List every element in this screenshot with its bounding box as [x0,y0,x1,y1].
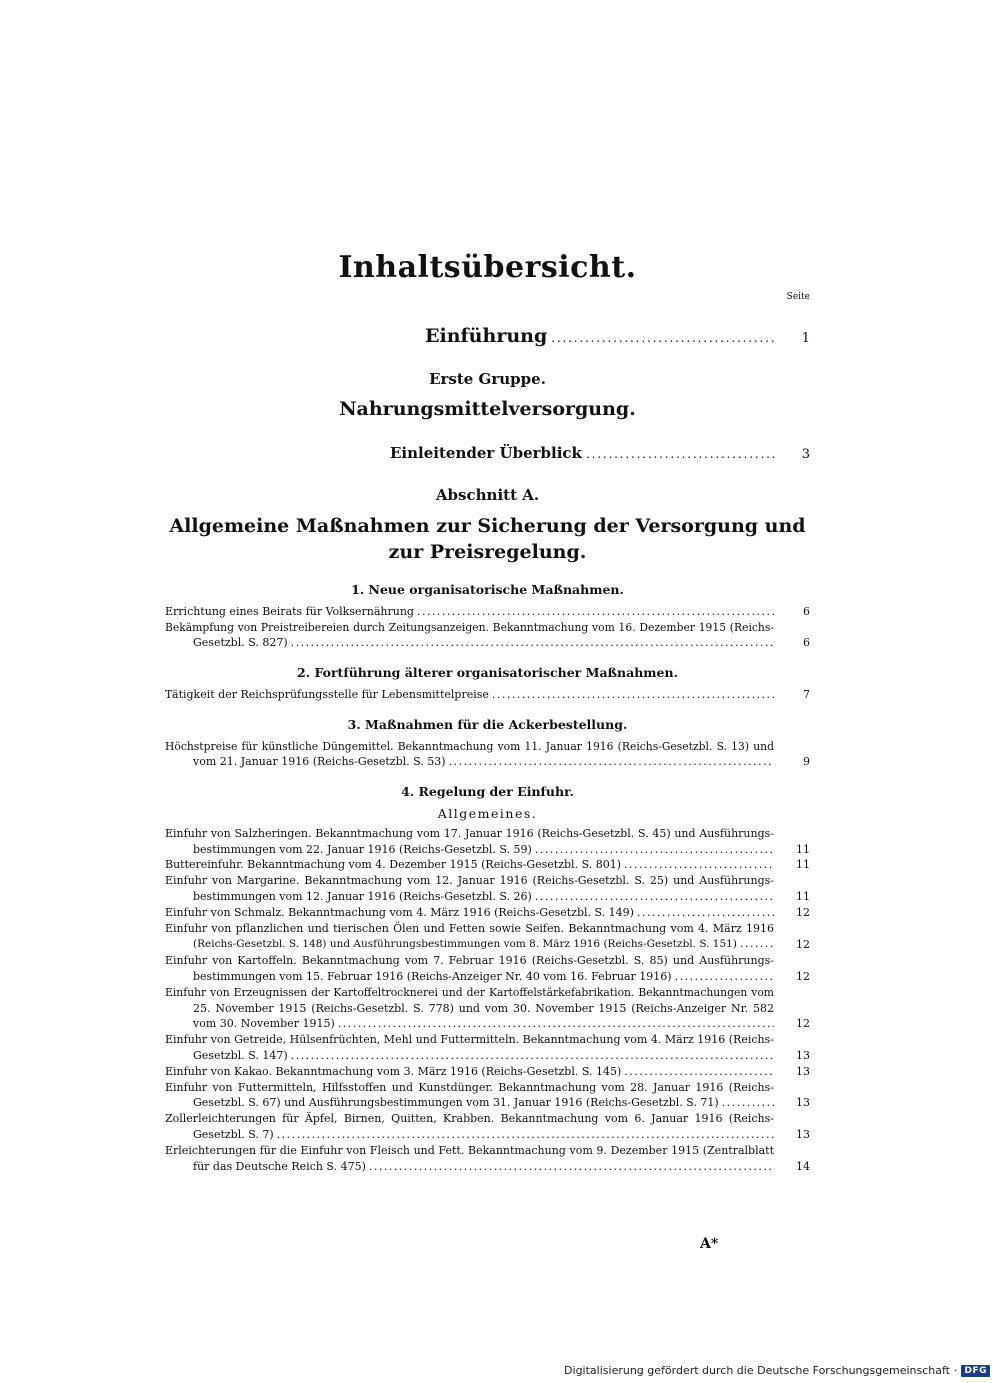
toc-entry [165,985,810,1032]
entry-line: Einfuhr von Kartoffeln. Bekanntmachung vom 7. Februar 1916 (Reichs-Gesetzbl. S. 85) und Ausführungs- [165,954,774,968]
entry-page-number: 11 [796,889,810,903]
entry-last-line [165,754,774,770]
toc-entry [165,826,810,858]
entry-last-line [165,635,774,651]
entry-text: Einfuhr von Schmalz. Bekanntmachung vom 4. März 1916 (Reichs-Gesetzbl. S. 149) [165,905,634,919]
toc-entry [165,1064,810,1080]
leader-dots [535,889,774,905]
entry-page-number: 14 [796,1159,810,1173]
footer-separator: · [953,1364,958,1377]
entry-page-number: 12 [796,969,810,983]
entry-last-line [165,1048,774,1064]
entry-line: Höchstpreise für künstliche Düngemittel. Bekanntmachung vom 11. Januar 1916 (Reichs-Gesetzbl. S. 13) und [165,739,774,753]
leader-dots [369,1159,774,1175]
leader-dots [675,969,774,985]
leader-dots [535,842,774,858]
entry-text: bestimmungen vom 12. Januar 1916 (Reichs-Gesetzbl. S. 26) [193,889,532,903]
toc-entry [165,1111,810,1143]
footer-text: Digitalisierung gefördert durch die Deutsche Forschungsgemeinschaft [564,1364,950,1377]
toc-entry [165,953,810,985]
leader-dots [624,857,774,873]
entry-text: Gesetzbl. S. 827) [193,636,288,650]
entry-page-number: 6 [803,604,810,618]
entry-page-number: 13 [796,1127,810,1141]
leader-dots [624,1064,774,1080]
entry-last-line [165,842,774,858]
section-heading: 4. Regelung der Einfuhr. [401,784,574,800]
leader-dots [449,754,774,770]
entry-line: 25. November 1915 (Reichs-Gesetzbl. S. 778) und vom 30. November 1915 (Reichs-Anzeiger Nr. 582 [193,1001,774,1015]
entry-last-line [165,1016,774,1032]
entry-page-number: 12 [796,1017,810,1031]
toc-entry [165,905,810,921]
entry-text: (Reichs-Gesetzbl. S. 148) und Ausführungsbestimmungen vom 8. März 1916 (Reichs-Gesetzbl. S. 151) [193,938,737,951]
leader-dots [277,1127,774,1143]
toc-entry [165,1032,810,1064]
entry-line: Bekämpfung von Preistreibereien durch Zeitungsanzeigen. Bekanntmachung vom 16. Dezember 1915 (Reichs- [165,620,774,634]
toc-overview-label: Einleitender Überblick [390,444,582,462]
toc-entry [165,620,810,652]
entry-text: Gesetzbl. S. 67) und Ausführungsbestimmungen vom 31. Januar 1916 (Reichs-Gesetzbl. S. 71) [193,1096,719,1110]
entry-page-number: 13 [796,1096,810,1110]
leader-dots [722,1095,774,1111]
gruppe-heading: Erste Gruppe. [429,370,546,388]
entry-last-line [165,1095,774,1111]
entry-text: vom 21. Januar 1916 (Reichs-Gesetzbl. S. 53) [193,755,446,769]
entry-last-line [165,936,774,953]
entry-page-number: 13 [796,1048,810,1062]
entry-last-line [165,1064,774,1080]
leader-dots [338,1016,774,1032]
entry-last-line [165,905,774,921]
entry-text: Gesetzbl. S. 147) [193,1048,288,1062]
entry-page-number: 11 [796,842,810,856]
toc-overview [390,444,810,462]
entry-text: vom 30. November 1915) [193,1017,335,1031]
entry-text: Tätigkeit der Reichsprüfungsstelle für Lebensmittelpreise [165,687,489,701]
entry-line: Einfuhr von pflanzlichen und tierischen Ölen und Fetten sowie Seifen. Bekanntmachung vom 4. März 1916 [165,921,774,935]
entry-last-line [165,1159,774,1175]
toc-intro-label: Einführung [425,325,548,347]
toc-intro [425,325,810,347]
entry-text: Errichtung eines Beirats für Volksernährung [165,604,414,618]
entry-line: Einfuhr von Erzeugnissen der Kartoffeltrocknerei und der Kartoffelstärkefabrikation. Bekanntmachungen vom [165,985,774,999]
entry-text: bestimmungen vom 15. Februar 1916 (Reichs-Anzeiger Nr. 40 vom 16. Februar 1916) [193,969,672,983]
entry-line: Einfuhr von Getreide, Hülsenfrüchten, Mehl und Futtermitteln. Bekanntmachung vom 4. März 1916 (Reichs- [165,1033,774,1047]
entry-last-line [165,889,774,905]
entry-text: Buttereinfuhr. Bekanntmachung vom 4. Dezember 1915 (Reichs-Gesetzbl. S. 801) [165,858,621,872]
entry-page-number: 6 [803,636,810,650]
entry-line: Einfuhr von Margarine. Bekanntmachung vom 12. Januar 1916 (Reichs-Gesetzbl. S. 25) und Ausführungs- [165,874,774,888]
abschnitt-heading: Abschnitt A. [435,486,540,504]
entry-text: bestimmungen vom 22. Januar 1916 (Reichs-Gesetzbl. S. 59) [193,842,532,856]
entry-text: Einfuhr von Kakao. Bekanntmachung vom 3. März 1916 (Reichs-Gesetzbl. S. 145) [165,1064,622,1078]
section-heading: 3. Maßnahmen für die Ackerbestellung. [347,716,628,732]
toc-intro-page: 1 [801,331,810,346]
section-heading: 1. Neue organisatorische Maßnahmen. [351,582,624,597]
entry-text: für das Deutsche Reich S. 475) [193,1159,366,1173]
section-subheading: Allgemeines. [437,805,538,821]
entry-page-number: 11 [796,858,810,872]
toc-entry [165,1080,810,1112]
signature-mark: A* [700,1236,719,1252]
entry-line: Zollerleichterungen für Äpfel, Birnen, Quitten, Krabben. Bekanntmachung vom 6. Januar 1916 (Reichs- [165,1112,774,1126]
leader-dots [637,905,774,921]
entry-line: Einfuhr von Futtermitteln, Hilfsstoffen und Kunstdünger. Bekanntmachung vom 28. Januar 1916 (Reichs- [165,1080,774,1094]
entry-last-line [165,687,774,703]
gruppe-subtitle: Nahrungsmittelversorgung. [339,398,636,420]
entry-line: Erleichterungen für die Einfuhr von Fleisch und Fett. Bekanntmachung vom 9. Dezember 1915 (Zentralblatt [165,1143,774,1157]
entry-page-number: 13 [796,1064,810,1078]
entry-page-number: 12 [796,938,810,952]
leader-dots [417,604,774,620]
leader-dots [551,331,776,345]
entry-page-number: 9 [803,755,810,769]
toc-entry [165,687,810,703]
leader-dots [586,447,776,461]
entry-last-line [165,857,774,873]
entry-text: Gesetzbl. S. 7) [193,1127,274,1141]
leader-dots [740,936,774,952]
leader-dots [492,687,774,703]
abschnitt-title-line2: zur Preisregelung. [388,541,587,563]
toc-entry [165,739,810,771]
toc-entry [165,921,810,954]
footer-credit [564,1364,990,1377]
section-heading: 2. Fortführung älterer organisatorischer Maßnahmen. [297,665,678,681]
dfg-logo: DFG [961,1365,990,1377]
toc-entry [165,1143,810,1175]
toc-overview-page: 3 [801,447,810,462]
entry-line: Einfuhr von Salzheringen. Bekanntmachung vom 17. Januar 1916 (Reichs-Gesetzbl. S. 45) und Ausführungs- [165,826,774,840]
toc-entry [165,873,810,905]
seite-label: Seite [786,292,810,302]
toc-entry [165,857,810,873]
entry-last-line [165,969,774,985]
leader-dots [291,1048,774,1064]
leader-dots [291,635,774,651]
toc-sections [165,582,810,1174]
page-title: Inhaltsübersicht. [338,250,637,285]
entry-last-line [165,604,774,620]
toc-entry [165,604,810,620]
abschnitt-title-line1: Allgemeine Maßnahmen zur Sicherung der Versorgung und [169,515,806,537]
entry-last-line [165,1127,774,1143]
entry-page-number: 7 [803,687,810,701]
entry-page-number: 12 [796,905,810,919]
